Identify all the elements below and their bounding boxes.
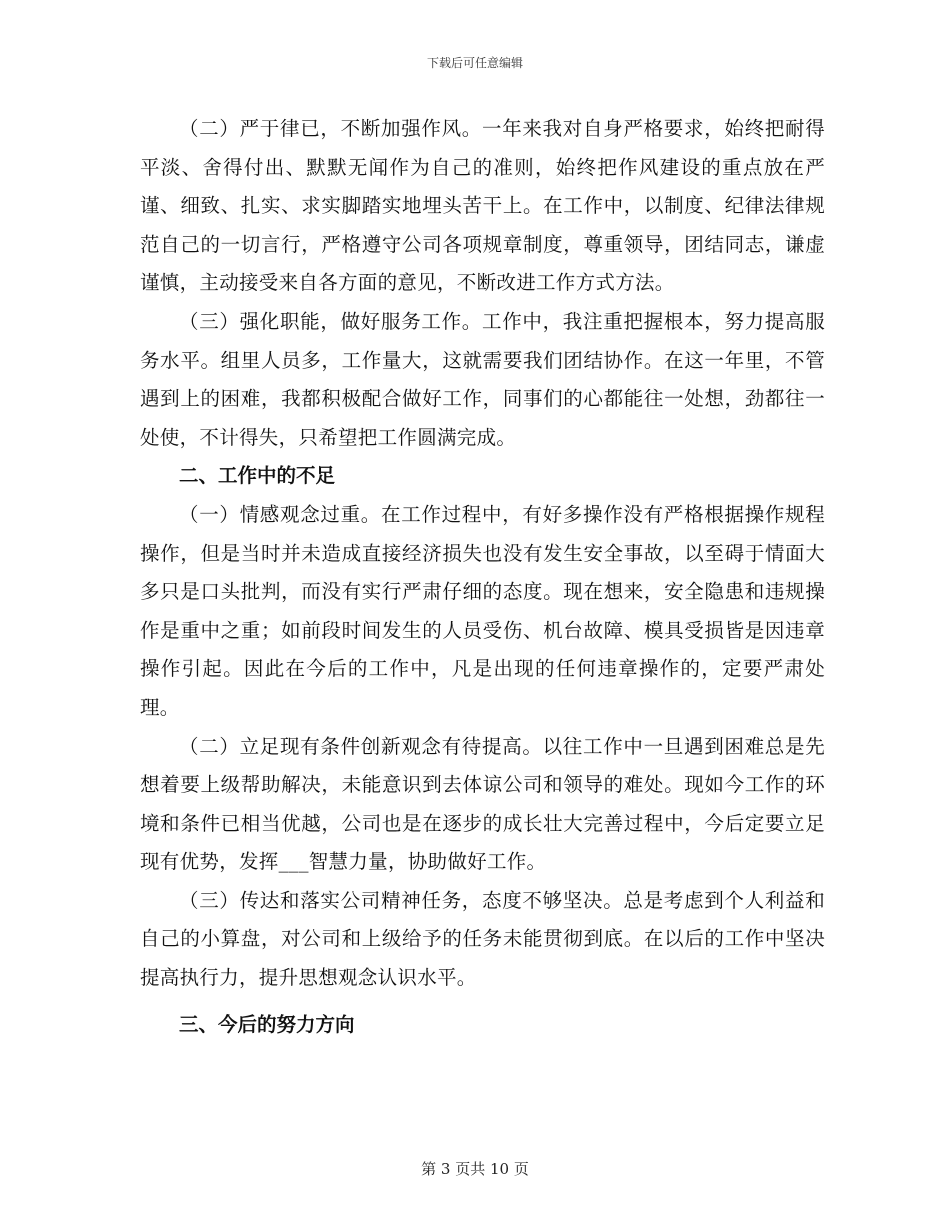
- page-number-footer: 第 3 页共 10 页: [421, 1160, 529, 1178]
- section-heading-shortcomings: 二、工作中的不足: [179, 464, 336, 488]
- paragraph-shortcoming-3: （三）传达和落实公司精神任务，态度不够坚决。总是考虑到个人利益和自己的小算盘，对公司和上级给予的任务未能贯彻到底。在以后的工作中坚决提高执行力，提升思想观念认识水平。: [140, 888, 825, 990]
- page-header-note: 下载后可任意编辑: [426, 56, 523, 70]
- paragraph-shortcoming-2: （二）立足现有条件创新观念有待提高。以往工作中一旦遇到困难总是先想着要上级帮助解决，未能意识到去体谅公司和领导的难处。现如今工作的环境和条件已相当优越，公司也是在逐步的成长壮大完善过程中，今后定要立足现有优势，发挥___智慧力量，协助做好工作。: [140, 734, 825, 874]
- paragraph-shortcoming-1: （一）情感观念过重。在工作过程中，有好多操作没有严格根据操作规程操作，但是当时并未造成直接经济损失也没有发生安全事故，以至碍于情面大多只是口头批判，而没有实行严肃仔细的态度。现在想来，安全隐患和违规操作是重中之重；如前段时间发生的人员受伤、机台故障、模具受损皆是因违章操作引起。因此在今后的工作中，凡是出现的任何违章操作的，定要严肃处理。: [140, 502, 825, 719]
- section-heading-future-direction: 三、今后的努力方向: [179, 1012, 355, 1036]
- paragraph-service: （三）强化职能，做好服务工作。工作中，我注重把握根本，努力提高服务水平。组里人员多，工作量大，这就需要我们团结协作。在这一年里，不管遇到上的困难，我都积极配合做好工作，同事们的心都能往一处想，劲都往一处使，不计得失，只希望把工作圆满完成。: [140, 309, 825, 449]
- document-body: [140, 110, 825, 1044]
- paragraph-discipline: （二）严于律已，不断加强作风。一年来我对自身严格要求，始终把耐得平淡、舍得付出、默默无闻作为自己的准则，始终把作风建设的重点放在严谨、细致、扎实、求实脚踏实地埋头苦干上。在工作中，以制度、纪律法律规范自己的一切言行，严格遵守公司各项规章制度，尊重领导，团结同志，谦虚谨慎，主动接受来自各方面的意见，不断改进工作方式方法。: [140, 117, 825, 295]
